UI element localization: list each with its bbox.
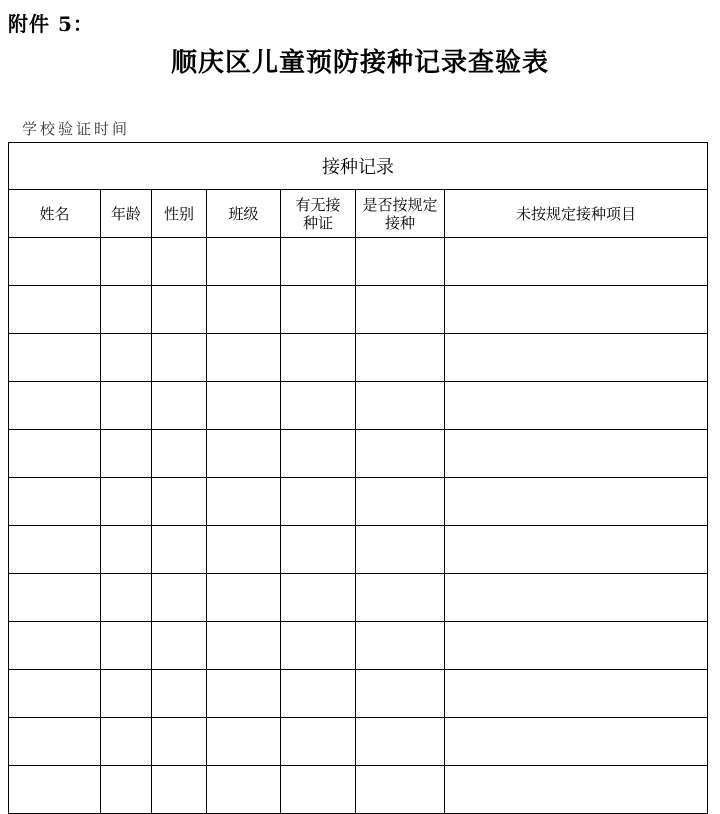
cell-has-certificate[interactable] bbox=[281, 622, 356, 670]
table-row bbox=[9, 622, 708, 670]
cell-has-certificate[interactable] bbox=[281, 382, 356, 430]
cell-class[interactable] bbox=[207, 526, 281, 574]
cell-age[interactable] bbox=[101, 766, 152, 814]
cell-vaccinated-as-required[interactable] bbox=[356, 622, 445, 670]
cell-missing-vaccines[interactable] bbox=[445, 766, 708, 814]
table-row bbox=[9, 238, 708, 286]
cell-has-certificate[interactable] bbox=[281, 670, 356, 718]
cell-class[interactable] bbox=[207, 574, 281, 622]
cell-vaccinated-as-required[interactable] bbox=[356, 382, 445, 430]
cell-age[interactable] bbox=[101, 622, 152, 670]
cell-class[interactable] bbox=[207, 478, 281, 526]
group-header-vaccination-record: 接种记录 bbox=[9, 143, 708, 190]
verify-time-label: 学校验证时间 bbox=[22, 120, 131, 138]
cell-vaccinated-as-required[interactable] bbox=[356, 238, 445, 286]
cell-age[interactable] bbox=[101, 238, 152, 286]
cell-name[interactable] bbox=[9, 766, 101, 814]
cell-name[interactable] bbox=[9, 238, 101, 286]
cell-vaccinated-as-required[interactable] bbox=[356, 478, 445, 526]
page-title: 顺庆区儿童预防接种记录查验表 bbox=[170, 48, 549, 78]
cell-name[interactable] bbox=[9, 286, 101, 334]
cell-name[interactable] bbox=[9, 430, 101, 478]
cell-gender[interactable] bbox=[152, 718, 207, 766]
cell-gender[interactable] bbox=[152, 430, 207, 478]
column-header-vaccinated-as-required: 是否按规定接种 bbox=[356, 190, 445, 238]
cell-vaccinated-as-required[interactable] bbox=[356, 574, 445, 622]
column-header-age: 年龄 bbox=[101, 190, 152, 238]
cell-name[interactable] bbox=[9, 670, 101, 718]
table-row bbox=[9, 382, 708, 430]
cell-vaccinated-as-required[interactable] bbox=[356, 766, 445, 814]
cell-gender[interactable] bbox=[152, 670, 207, 718]
cell-missing-vaccines[interactable] bbox=[445, 286, 708, 334]
cell-has-certificate[interactable] bbox=[281, 238, 356, 286]
cell-name[interactable] bbox=[9, 622, 101, 670]
cell-age[interactable] bbox=[101, 334, 152, 382]
cell-name[interactable] bbox=[9, 334, 101, 382]
cell-age[interactable] bbox=[101, 526, 152, 574]
cell-gender[interactable] bbox=[152, 478, 207, 526]
cell-class[interactable] bbox=[207, 430, 281, 478]
cell-age[interactable] bbox=[101, 670, 152, 718]
cell-vaccinated-as-required[interactable] bbox=[356, 718, 445, 766]
table-row bbox=[9, 766, 708, 814]
cell-has-certificate[interactable] bbox=[281, 430, 356, 478]
cell-age[interactable] bbox=[101, 718, 152, 766]
cell-age[interactable] bbox=[101, 382, 152, 430]
column-header-name: 姓名 bbox=[9, 190, 101, 238]
cell-class[interactable] bbox=[207, 766, 281, 814]
cell-missing-vaccines[interactable] bbox=[445, 238, 708, 286]
column-header-row bbox=[9, 190, 708, 238]
cell-name[interactable] bbox=[9, 478, 101, 526]
cell-class[interactable] bbox=[207, 718, 281, 766]
cell-vaccinated-as-required[interactable] bbox=[356, 286, 445, 334]
column-header-gender: 性别 bbox=[152, 190, 207, 238]
cell-missing-vaccines[interactable] bbox=[445, 334, 708, 382]
cell-name[interactable] bbox=[9, 574, 101, 622]
cell-gender[interactable] bbox=[152, 622, 207, 670]
cell-has-certificate[interactable] bbox=[281, 286, 356, 334]
cell-age[interactable] bbox=[101, 286, 152, 334]
cell-has-certificate[interactable] bbox=[281, 766, 356, 814]
cell-class[interactable] bbox=[207, 334, 281, 382]
cell-class[interactable] bbox=[207, 382, 281, 430]
cell-vaccinated-as-required[interactable] bbox=[356, 670, 445, 718]
cell-name[interactable] bbox=[9, 526, 101, 574]
cell-age[interactable] bbox=[101, 430, 152, 478]
cell-gender[interactable] bbox=[152, 238, 207, 286]
cell-age[interactable] bbox=[101, 574, 152, 622]
table-row bbox=[9, 670, 708, 718]
cell-missing-vaccines[interactable] bbox=[445, 622, 708, 670]
cell-gender[interactable] bbox=[152, 526, 207, 574]
cell-vaccinated-as-required[interactable] bbox=[356, 526, 445, 574]
cell-name[interactable] bbox=[9, 718, 101, 766]
vaccination-record-table bbox=[8, 142, 708, 814]
table-row bbox=[9, 286, 708, 334]
cell-missing-vaccines[interactable] bbox=[445, 478, 708, 526]
column-header-class: 班级 bbox=[207, 190, 281, 238]
cell-missing-vaccines[interactable] bbox=[445, 670, 708, 718]
cell-has-certificate[interactable] bbox=[281, 526, 356, 574]
cell-class[interactable] bbox=[207, 286, 281, 334]
cell-missing-vaccines[interactable] bbox=[445, 430, 708, 478]
table-row bbox=[9, 718, 708, 766]
cell-class[interactable] bbox=[207, 670, 281, 718]
cell-gender[interactable] bbox=[152, 382, 207, 430]
cell-gender[interactable] bbox=[152, 334, 207, 382]
cell-has-certificate[interactable] bbox=[281, 718, 356, 766]
table-row bbox=[9, 430, 708, 478]
cell-vaccinated-as-required[interactable] bbox=[356, 334, 445, 382]
cell-gender[interactable] bbox=[152, 286, 207, 334]
table-row bbox=[9, 334, 708, 382]
cell-vaccinated-as-required[interactable] bbox=[356, 430, 445, 478]
cell-gender[interactable] bbox=[152, 574, 207, 622]
column-header-missing-vaccines: 未按规定接种项目 bbox=[445, 190, 708, 238]
cell-has-certificate[interactable] bbox=[281, 478, 356, 526]
cell-gender[interactable] bbox=[152, 766, 207, 814]
cell-class[interactable] bbox=[207, 622, 281, 670]
column-header-has-certificate: 有无接种证 bbox=[281, 190, 356, 238]
attachment-label: 附件 5： bbox=[8, 12, 94, 36]
table-row bbox=[9, 478, 708, 526]
cell-missing-vaccines[interactable] bbox=[445, 382, 708, 430]
cell-missing-vaccines[interactable] bbox=[445, 526, 708, 574]
cell-age[interactable] bbox=[101, 478, 152, 526]
table-row bbox=[9, 574, 708, 622]
cell-missing-vaccines[interactable] bbox=[445, 718, 708, 766]
record-table-body bbox=[9, 238, 708, 814]
cell-name[interactable] bbox=[9, 382, 101, 430]
cell-has-certificate[interactable] bbox=[281, 334, 356, 382]
cell-class[interactable] bbox=[207, 238, 281, 286]
cell-has-certificate[interactable] bbox=[281, 574, 356, 622]
group-header-row bbox=[9, 143, 708, 190]
table-row bbox=[9, 526, 708, 574]
cell-missing-vaccines[interactable] bbox=[445, 574, 708, 622]
